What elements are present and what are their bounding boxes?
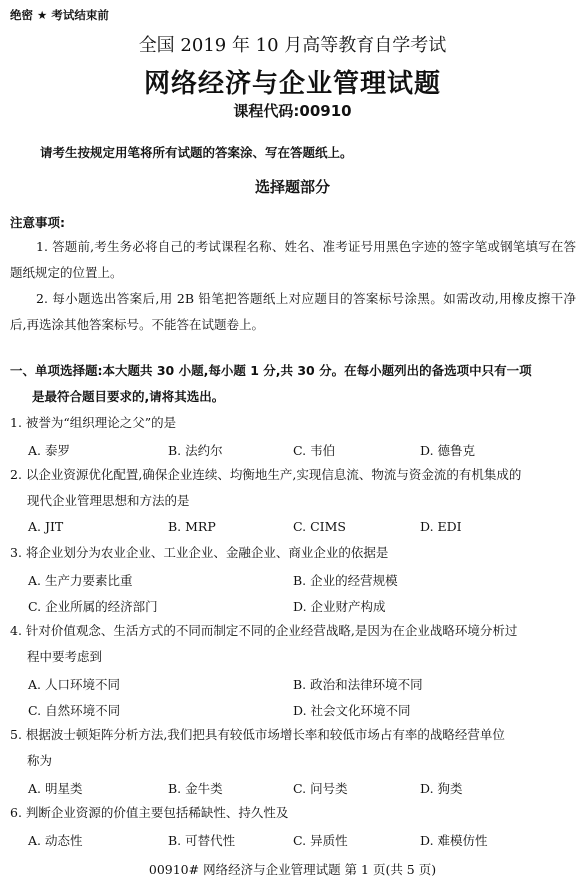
question-3-option-a: A. 生产力要素比重 [28,573,133,588]
question-6-option-b: B. 可替代性 [168,833,236,848]
notice-heading: 注意事项: [10,215,65,230]
question-stem-continuation: 称为 [27,753,53,768]
question-1-option-c: C. 韦伯 [293,443,336,458]
question-stem-text: 3. 将企业划分为农业企业、工业企业、金融企业、商业企业的依据是 [10,545,389,560]
question-4-option-a: A. 人口环境不同 [28,677,120,692]
question-stem-continuation: 程中要考虑到 [27,649,103,664]
question-4-option-c: C. 自然环境不同 [28,703,121,718]
subject-title: 网络经济与企业管理试题 [143,69,441,99]
section-title: 选择题部分 [254,178,330,196]
course-code: 课程代码:00910 [233,102,352,120]
question-2-option-b: B. MRP [168,519,216,534]
question-6-option-a: A. 动态性 [28,833,83,848]
question-2-option-c: C. CIMS [293,519,346,534]
question-3-option-d: D. 企业财产构成 [293,599,386,614]
question-1-option-d: D. 德鲁克 [420,443,476,458]
question-2-option-d: D. EDI [420,519,462,534]
question-stem-continuation: 现代企业管理思想和方法的是 [27,493,190,508]
question-5-option-d: D. 狗类 [420,781,463,796]
question-5-option-b: B. 金牛类 [168,781,223,796]
exam-name: 全国 2019 年 10 月高等教育自学考试 [138,35,447,56]
question-4-option-d: D. 社会文化环境不同 [293,703,411,718]
question-stem-text: 5. 根据波士顿矩阵分析方法,我们把具有较低市场增长率和较低市场占有率的战略经营单位 [10,727,505,742]
question-1-option-a: A. 泰罗 [28,443,70,458]
question-3-option-c: C. 企业所属的经济部门 [28,599,158,614]
part-heading-line-1: 一、单项选择题:本大题共 30 小题,每小题 1 分,共 30 分。在每小题列出的备选项中只有一项 [10,363,532,378]
question-5-option-c: C. 问号类 [293,781,348,796]
answer-instruction: 请考生按规定用笔将所有试题的答案涂、写在答题纸上。 [40,145,353,160]
question-6-option-c: C. 异质性 [293,833,348,848]
question-3-stem [10,540,576,566]
notice-item-2: 2. 每小题选出答案后,用 2B 铅笔把答题纸上对应题目的答案标号涂黑。如需改动,用橡皮擦干净后,再选涂其他答案标号。不能答在试题卷上。 [10,291,576,332]
question-5-option-a: A. 明星类 [28,781,83,796]
question-4-option-b: B. 政治和法律环境不同 [293,677,423,692]
part-heading [10,358,576,410]
question-2-stem [10,462,576,514]
question-1-option-b: B. 法约尔 [168,443,223,458]
page-footer: 00910# 网络经济与企业管理试题 第 1 页(共 5 页) [148,862,437,877]
secret-label: 绝密 ★ 考试结束前 [10,8,109,22]
question-6-stem [10,800,576,826]
question-4-stem [10,618,576,670]
question-5-stem [10,722,576,774]
question-1-stem [10,410,576,436]
question-6-option-d: D. 难模仿性 [420,833,488,848]
question-stem-text: 4. 针对价值观念、生活方式的不同而制定不同的企业经营战略,是因为在企业战略环境分析过 [10,623,518,638]
question-stem-text: 6. 判断企业资源的价值主要包括稀缺性、持久性及 [10,805,289,820]
question-stem-text: 2. 以企业资源优化配置,确保企业连续、均衡地生产,实现信息流、物流与资金流的有机集成的 [10,467,522,482]
question-2-option-a: A. JIT [28,519,64,534]
question-3-option-b: B. 企业的经营规模 [293,573,398,588]
notice-item-1: 1. 答题前,考生务必将自己的考试课程名称、姓名、准考证号用黑色字迹的签字笔或钢笔填写在答题纸规定的位置上。 [10,239,576,280]
question-stem-text: 1. 被誉为“组织理论之父”的是 [10,415,177,430]
part-heading-line-2: 是最符合题目要求的,请将其选出。 [32,389,225,404]
